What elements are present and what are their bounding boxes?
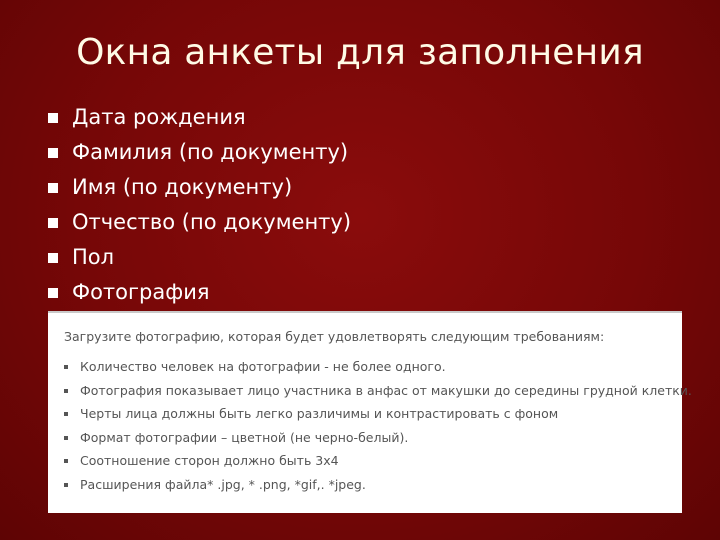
field-label: Фамилия (по документу) (72, 140, 349, 164)
requirement-item (62, 473, 692, 497)
field-label: Дата рождения (72, 105, 246, 129)
requirement-text: Соотношение сторон должно быть 3x4 (80, 453, 339, 468)
field-list (46, 100, 351, 310)
requirement-text: Расширения файла* .jpg, * .png, *gif,. *jpeg. (80, 476, 366, 492)
field-item-photo (46, 275, 351, 310)
bullet-dot-icon (64, 389, 68, 393)
field-label: Фотография (72, 280, 210, 304)
requirement-item (62, 449, 692, 473)
requirement-item (62, 426, 692, 450)
requirements-list (62, 355, 692, 496)
requirement-text: Черты лица должны быть легко различимы и контрастировать с фоном (80, 406, 559, 421)
field-label: Отчество (по документу) (72, 210, 352, 234)
field-item-surname (46, 135, 351, 170)
requirement-item (62, 402, 692, 426)
square-bullet-icon (48, 253, 58, 263)
field-label: Пол (72, 245, 115, 269)
requirement-text: Формат фотографии – цветной (не черно-белый). (80, 429, 409, 445)
slide-title: Окна анкеты для заполнения (76, 32, 644, 73)
square-bullet-icon (48, 218, 58, 228)
requirement-text: Фотография показывает лицо участника в анфас от макушки до середины грудной клетки. (80, 382, 692, 398)
bullet-dot-icon (64, 436, 68, 440)
square-bullet-icon (48, 183, 58, 193)
field-item-name (46, 170, 351, 205)
bullet-dot-icon (64, 459, 68, 463)
bullet-dot-icon (64, 412, 68, 416)
square-bullet-icon (48, 113, 58, 123)
requirement-item (62, 355, 692, 379)
panel-divider (48, 311, 682, 313)
square-bullet-icon (48, 288, 58, 298)
photo-upload-intro: Загрузите фотографию, которая будет удовлетворять следующим требованиям: (64, 329, 605, 344)
bullet-dot-icon (64, 365, 68, 369)
square-bullet-icon (48, 148, 58, 158)
requirement-item (62, 379, 692, 403)
field-item-patronymic (46, 205, 351, 240)
photo-requirements-panel (48, 311, 692, 513)
field-label: Имя (по документу) (72, 175, 293, 199)
field-item-gender (46, 240, 351, 275)
bullet-dot-icon (64, 483, 68, 487)
requirement-text: Количество человек на фотографии - не более одного. (80, 359, 446, 374)
field-item-birth-date (46, 100, 351, 135)
